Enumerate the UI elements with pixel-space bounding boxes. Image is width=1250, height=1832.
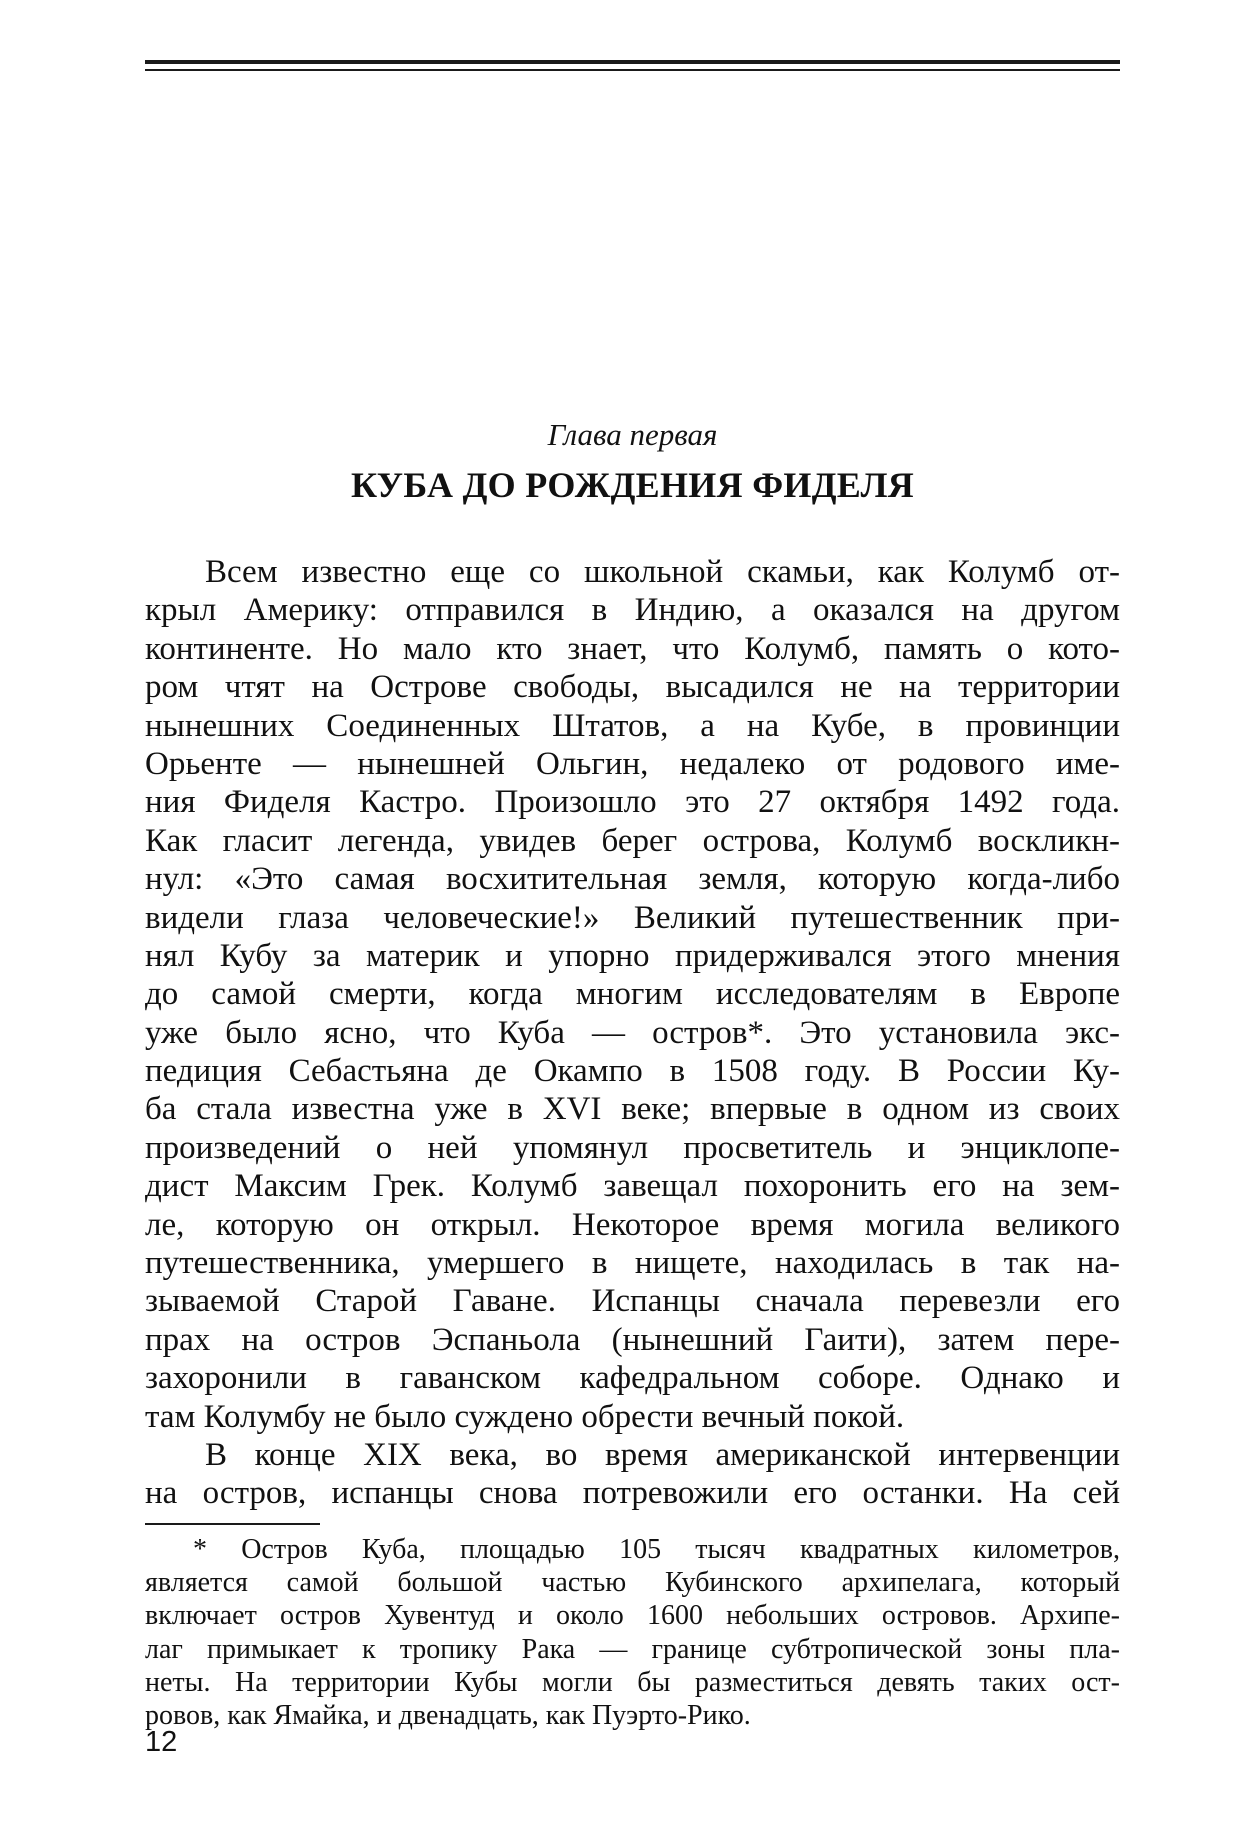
body-line: нул: «Это самая восхитительная земля, которую когда-либо bbox=[145, 861, 1120, 898]
body-line: Как гласит легенда, увидев берег острова, Колумб воскликн- bbox=[145, 822, 1120, 859]
header-rule-thick bbox=[145, 60, 1120, 64]
body-line: В конце XIX века, во время американской интервенции bbox=[205, 1436, 1120, 1473]
body-line: произведений о ней упомянул просветитель и энциклопе- bbox=[145, 1129, 1120, 1166]
body-line: ром чтят на Острове свободы, высадился не на территории bbox=[145, 669, 1120, 706]
footnote-line: является самой большой частью Кубинского архипелага, который bbox=[145, 1567, 1120, 1599]
footnote-line: неты. На территории Кубы могли бы разместиться девять таких ост- bbox=[145, 1666, 1120, 1698]
body-line: видели глаза человеческие!» Великий путешественник при- bbox=[145, 899, 1120, 936]
footnote-line: лаг примыкает к тропику Рака — границе субтропической зоны пла- bbox=[145, 1633, 1120, 1665]
footnote-line: * Остров Куба, площадью 105 тысяч квадратных километров, bbox=[193, 1534, 1120, 1565]
body-line: нынешних Соединенных Штатов, а на Кубе, в провинции bbox=[145, 707, 1120, 744]
footnote-line: включает остров Хувентуд и около 1600 небольших островов. Архипе- bbox=[145, 1600, 1120, 1632]
body-text bbox=[145, 553, 1120, 1513]
body-line: ния Фиделя Кастро. Произошло это 27 октября 1492 года. bbox=[145, 784, 1120, 821]
footnote-line: ровов, как Ямайка, и двенадцать, как Пуэрто-Рико. bbox=[145, 1699, 751, 1731]
body-line: педиция Себастьяна де Окампо в 1508 году. В России Ку- bbox=[145, 1053, 1120, 1090]
body-line: захоронили в гаванском кафедральном соборе. Однако и bbox=[145, 1360, 1120, 1397]
chapter-title: КУБА ДО РОЖДЕНИЯ ФИДЕЛЯ bbox=[350, 465, 915, 505]
body-line: прах на остров Эспаньола (нынешний Гаити), затем пере- bbox=[145, 1321, 1120, 1358]
body-line: до самой смерти, когда многим исследователям в Европе bbox=[145, 976, 1120, 1013]
body-line: зываемой Старой Гаване. Испанцы сначала перевезли его bbox=[145, 1283, 1120, 1320]
footnote bbox=[145, 1533, 1120, 1732]
body-line: там Колумбу не было суждено обрести вечный покой. bbox=[145, 1398, 905, 1435]
page-number: 12 bbox=[145, 1726, 178, 1758]
chapter-label: Глава первая bbox=[547, 417, 718, 452]
header-rule-thin bbox=[145, 69, 1120, 71]
body-line: Орьенте — нынешней Ольгин, недалеко от родового име- bbox=[145, 745, 1120, 782]
body-line: дист Максим Грек. Колумб завещал похоронить его на зем- bbox=[145, 1168, 1120, 1205]
body-line: ба стала известна уже в XVI веке; впервые в одном из своих bbox=[145, 1091, 1120, 1128]
body-line: крыл Америку: отправился в Индию, а оказался на другом bbox=[145, 592, 1120, 629]
body-line: путешественника, умершего в нищете, находилась в так на- bbox=[145, 1245, 1120, 1282]
body-line: ле, которую он открыл. Некоторое время могила великого bbox=[145, 1206, 1120, 1243]
body-line: континенте. Но мало кто знает, что Колумб, память о кото- bbox=[145, 630, 1120, 667]
body-line: уже было ясно, что Куба — остров*. Это установила экс- bbox=[145, 1014, 1120, 1051]
body-line: Всем известно еще со школьной скамьи, как Колумб от- bbox=[205, 554, 1120, 590]
body-line: нял Кубу за материк и упорно придерживался этого мнения bbox=[145, 937, 1120, 974]
body-line: на остров, испанцы снова потревожили его останки. На сей bbox=[145, 1475, 1120, 1512]
footnote-rule bbox=[145, 1523, 320, 1525]
